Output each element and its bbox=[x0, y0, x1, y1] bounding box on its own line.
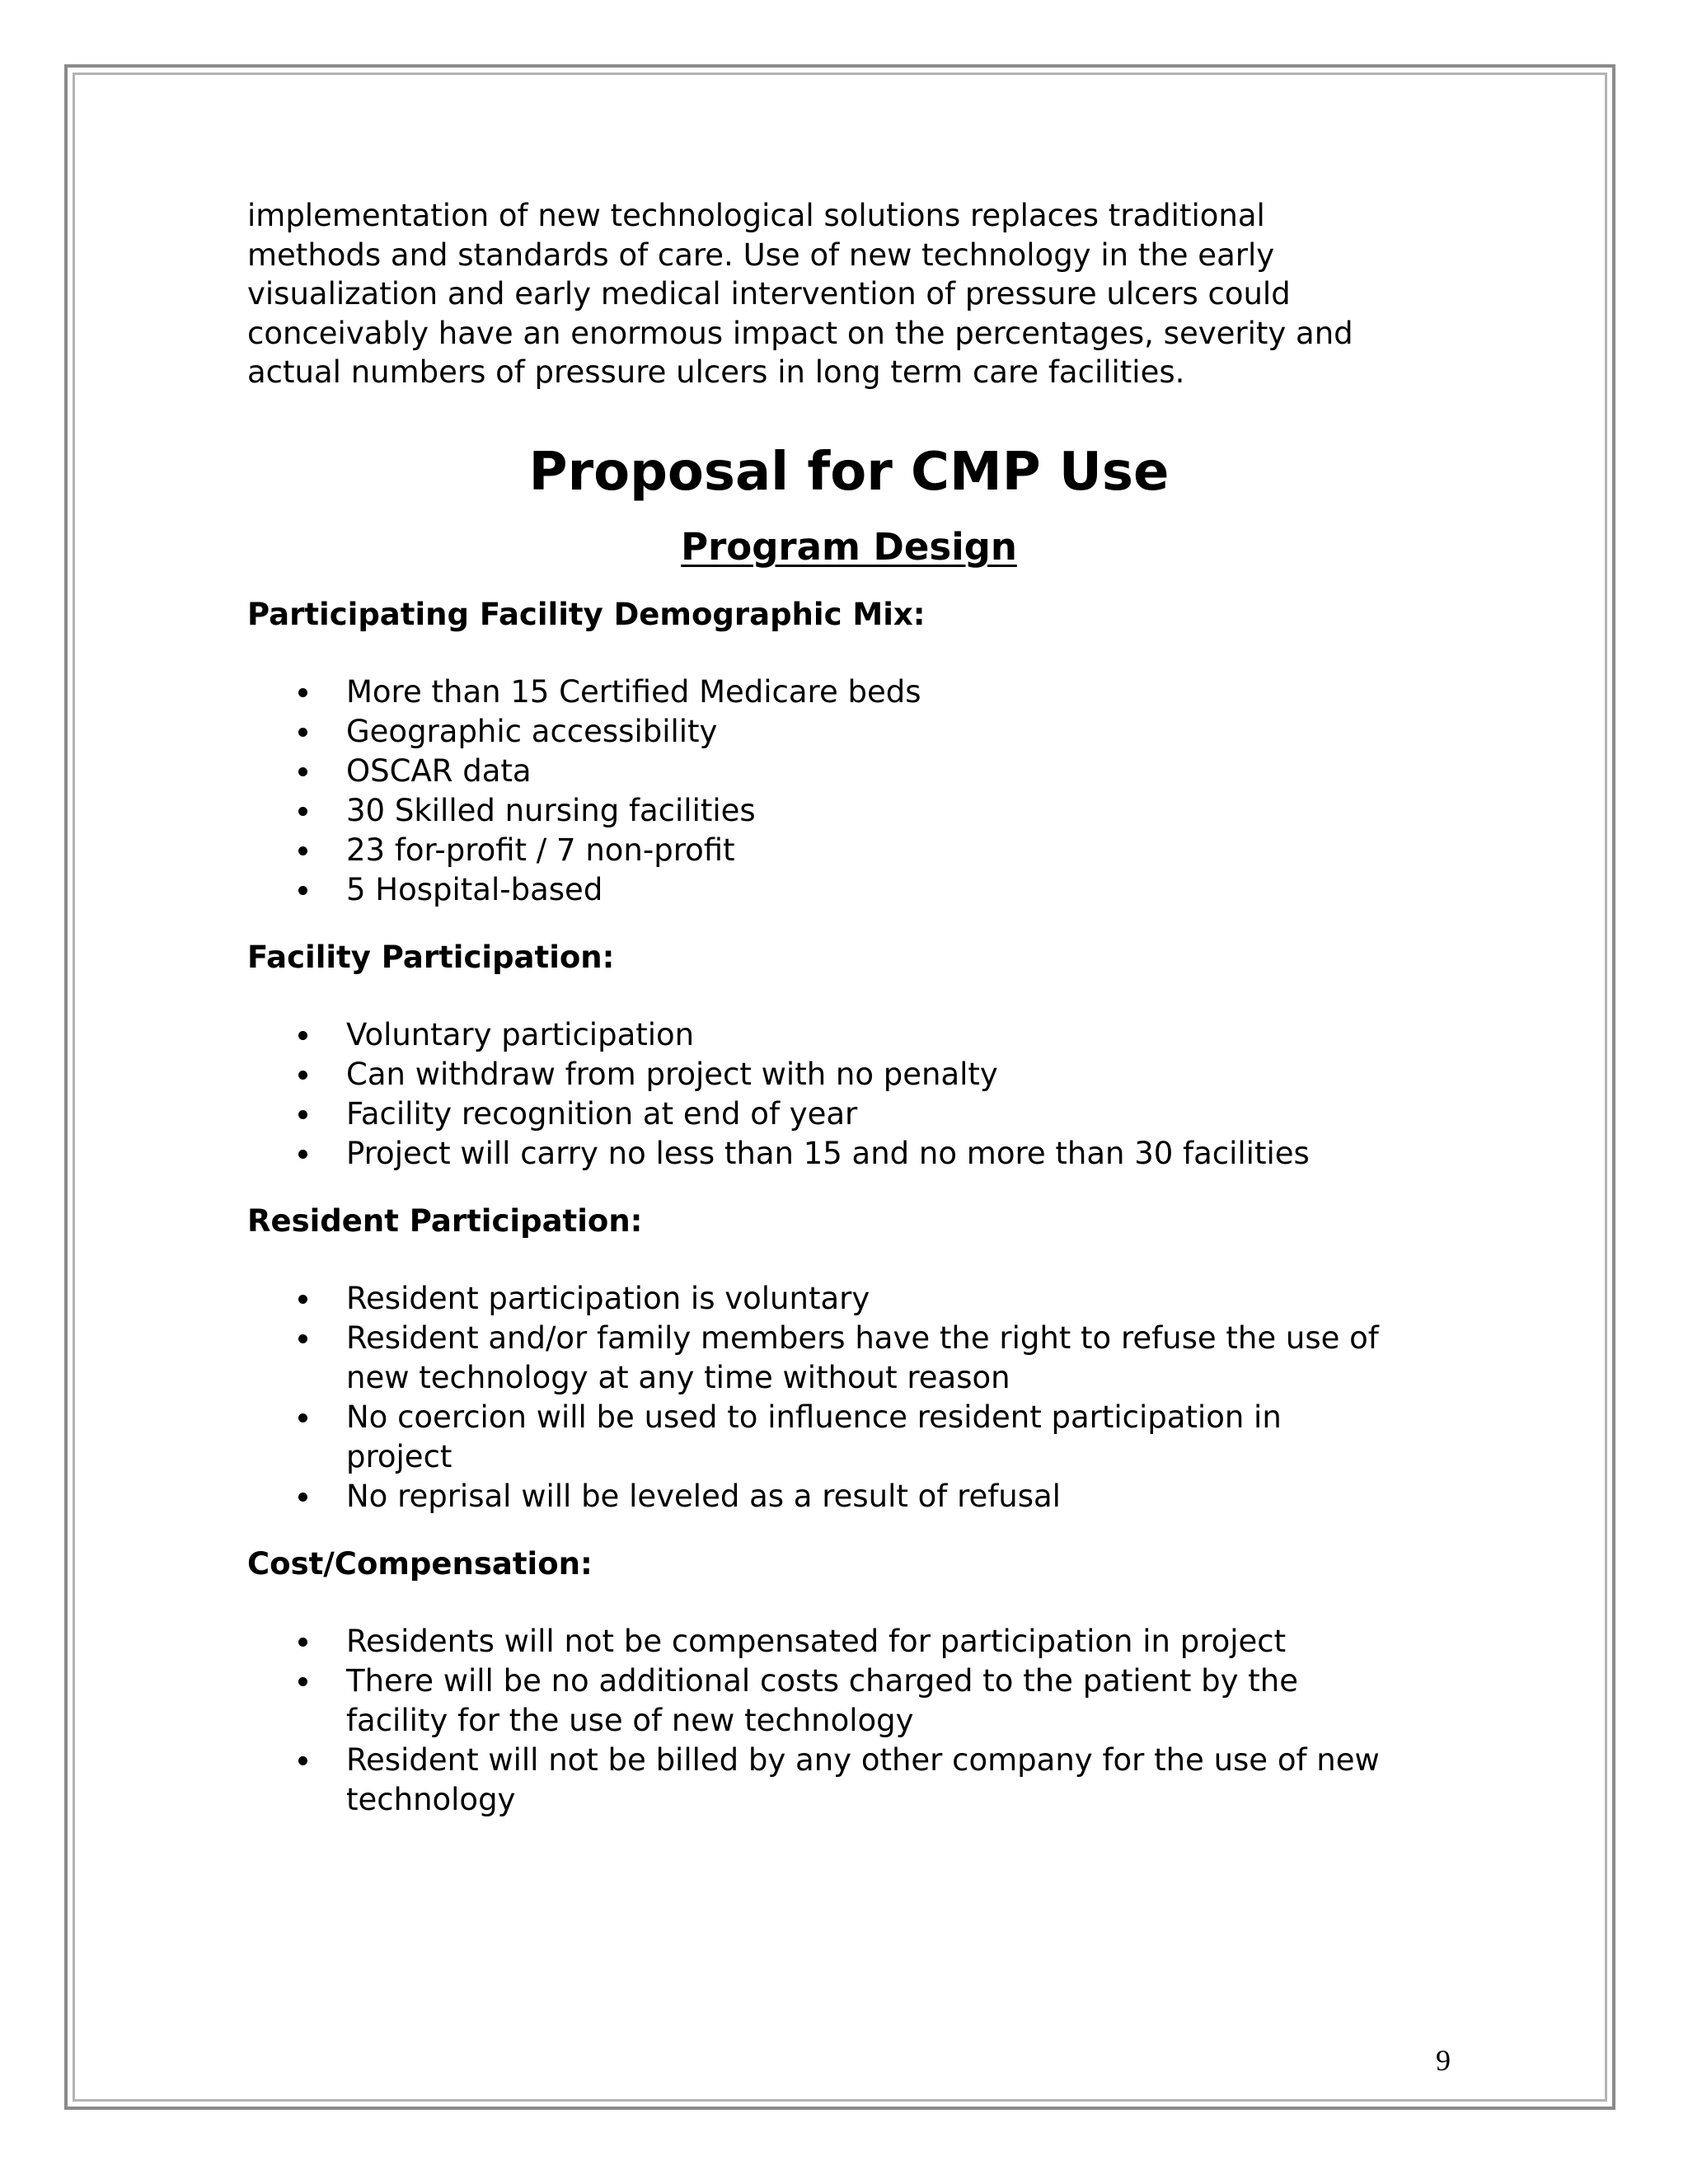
list-item bbox=[247, 1701, 1451, 1741]
bullet-icon bbox=[298, 1295, 307, 1304]
list-item-text: Resident and/or family members have the right to refuse the use of bbox=[346, 1319, 1379, 1356]
list-item bbox=[247, 1398, 1451, 1437]
list-item bbox=[247, 1741, 1451, 1780]
bullet-icon bbox=[298, 1493, 307, 1502]
list-item bbox=[247, 1319, 1451, 1358]
list-item-text: Geographic accessibility bbox=[346, 713, 718, 749]
bullet-list bbox=[247, 1015, 1451, 1174]
bullet-icon bbox=[298, 1677, 307, 1686]
list-item-text: There will be no additional costs charged to the patient by the bbox=[346, 1662, 1298, 1699]
page-title: Proposal for CMP Use bbox=[528, 441, 1170, 503]
list-item-text: 23 for-profit / 7 non-profit bbox=[346, 832, 735, 868]
section bbox=[247, 1202, 1451, 1516]
intro-line: methods and standards of care. Use of new technology in the early bbox=[247, 237, 1275, 273]
list-item-text: Resident participation is voluntary bbox=[346, 1280, 870, 1316]
list-item-text: 30 Skilled nursing facilities bbox=[346, 792, 756, 828]
section-heading: Facility Participation: bbox=[247, 939, 615, 975]
bullet-icon bbox=[298, 688, 307, 697]
list-item bbox=[247, 1437, 1451, 1477]
list-item-text: Voluntary participation bbox=[346, 1016, 695, 1052]
section-heading: Cost/Compensation: bbox=[247, 1545, 593, 1582]
list-item bbox=[247, 791, 1451, 831]
list-item bbox=[247, 1661, 1451, 1701]
list-item-text: No reprisal will be leveled as a result of refusal bbox=[346, 1478, 1061, 1514]
bullet-icon bbox=[298, 1110, 307, 1119]
list-item bbox=[247, 1134, 1451, 1174]
page-subtitle: Program Design bbox=[681, 524, 1017, 569]
list-item-text: project bbox=[346, 1438, 452, 1474]
bullet-list bbox=[247, 1622, 1451, 1820]
bullet-icon bbox=[298, 1031, 307, 1040]
list-item-text: Residents will not be compensated for participation in project bbox=[346, 1623, 1287, 1659]
list-item bbox=[247, 870, 1451, 910]
list-item-text: Can withdraw from project with no penalty bbox=[346, 1056, 998, 1092]
list-item bbox=[247, 1094, 1451, 1134]
bullet-list bbox=[247, 673, 1451, 910]
list-item-text: 5 Hospital-based bbox=[346, 871, 603, 907]
section-heading: Participating Facility Demographic Mix: bbox=[247, 596, 926, 632]
list-item bbox=[247, 1622, 1451, 1661]
bullet-list bbox=[247, 1279, 1451, 1516]
list-item bbox=[247, 712, 1451, 752]
bullet-icon bbox=[298, 1334, 307, 1343]
bullet-icon bbox=[298, 1638, 307, 1647]
section bbox=[247, 1544, 1451, 1820]
bullet-icon bbox=[298, 728, 307, 737]
list-item bbox=[247, 1358, 1451, 1398]
sections-container bbox=[247, 595, 1451, 1820]
bullet-icon bbox=[298, 807, 307, 816]
list-item-text: No coercion will be used to influence resident participation in bbox=[346, 1399, 1282, 1435]
page-number: 9 bbox=[1436, 2044, 1451, 2077]
list-item bbox=[247, 1477, 1451, 1516]
list-item bbox=[247, 1015, 1451, 1055]
page-content bbox=[247, 196, 1451, 1820]
list-item-text: More than 15 Certified Medicare beds bbox=[346, 673, 921, 710]
bullet-icon bbox=[298, 1756, 307, 1765]
section bbox=[247, 938, 1451, 1174]
intro-line: actual numbers of pressure ulcers in long term care facilities. bbox=[247, 354, 1185, 390]
intro-line: implementation of new technological solutions replaces traditional bbox=[247, 198, 1265, 233]
intro-paragraph bbox=[247, 196, 1451, 392]
list-item-text: OSCAR data bbox=[346, 752, 532, 789]
intro-line: conceivably have an enormous impact on the percentages, severity and bbox=[247, 315, 1353, 351]
list-item-text: Resident will not be billed by any other company for the use of new bbox=[346, 1741, 1380, 1778]
list-item bbox=[247, 1055, 1451, 1094]
section bbox=[247, 595, 1451, 910]
list-item bbox=[247, 752, 1451, 791]
bullet-icon bbox=[298, 1413, 307, 1422]
bullet-icon bbox=[298, 846, 307, 855]
list-item-text: new technology at any time without reason bbox=[346, 1359, 1010, 1395]
bullet-icon bbox=[298, 1150, 307, 1159]
section-heading: Resident Participation: bbox=[247, 1202, 643, 1239]
bullet-icon bbox=[298, 767, 307, 776]
bullet-icon bbox=[298, 886, 307, 895]
list-item bbox=[247, 673, 1451, 712]
list-item bbox=[247, 1279, 1451, 1319]
list-item bbox=[247, 831, 1451, 870]
bullet-icon bbox=[298, 1071, 307, 1080]
list-item bbox=[247, 1780, 1451, 1820]
list-item-text: Project will carry no less than 15 and no more than 30 facilities bbox=[346, 1135, 1310, 1171]
list-item-text: technology bbox=[346, 1781, 516, 1817]
intro-line: visualization and early medical intervention of pressure ulcers could bbox=[247, 276, 1291, 312]
list-item-text: facility for the use of new technology bbox=[346, 1702, 914, 1738]
list-item-text: Facility recognition at end of year bbox=[346, 1095, 858, 1132]
